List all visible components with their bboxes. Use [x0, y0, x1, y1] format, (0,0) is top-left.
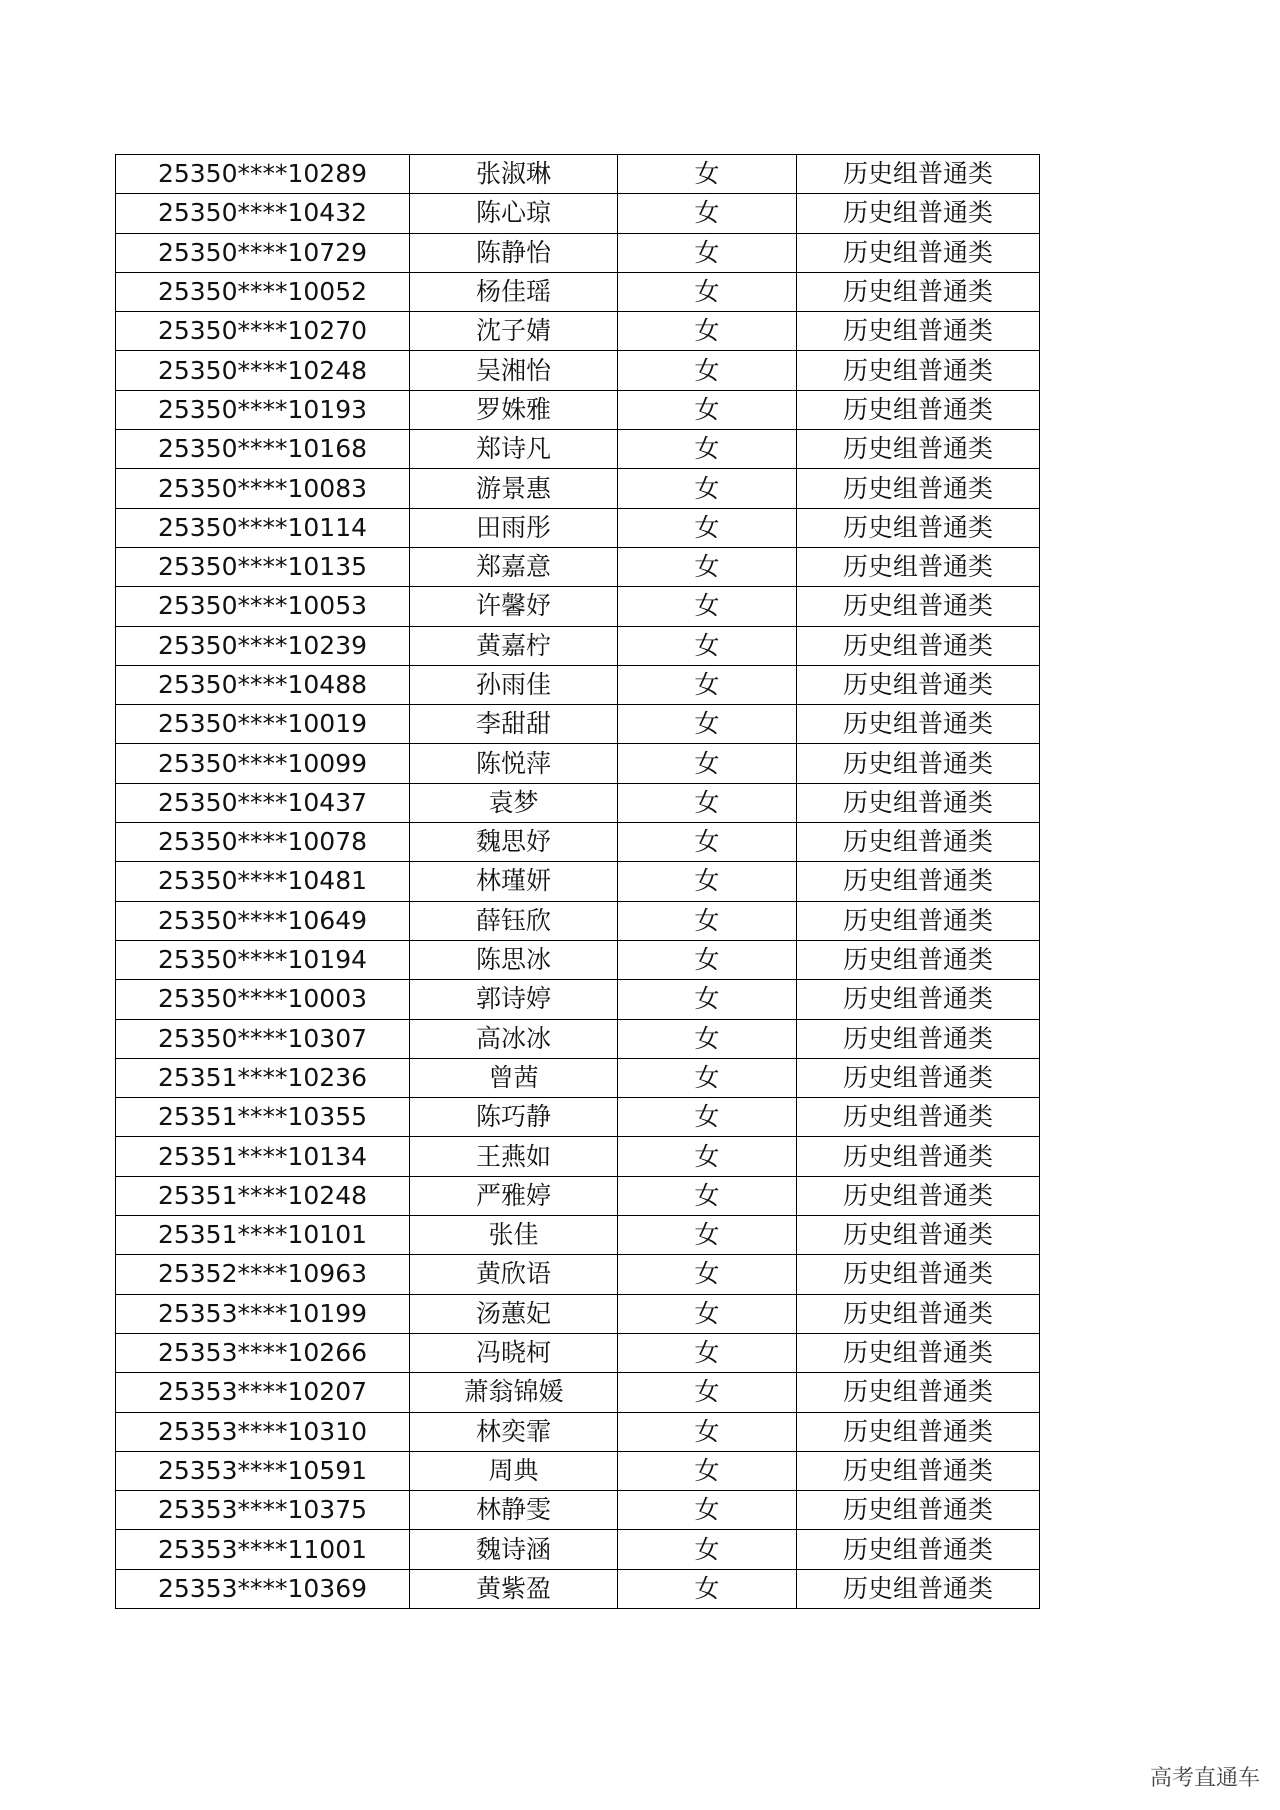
table-row	[116, 155, 1040, 194]
name-cell: 陈巧静	[410, 1098, 618, 1137]
table-row	[116, 272, 1040, 311]
category-cell: 历史组普通类	[797, 901, 1040, 940]
gender-cell: 女	[618, 783, 797, 822]
gender-cell: 女	[618, 1333, 797, 1372]
id-cell: 25350****10488	[116, 665, 410, 704]
name-cell: 沈子婧	[410, 312, 618, 351]
category-cell: 历史组普通类	[797, 547, 1040, 586]
name-cell: 李甜甜	[410, 705, 618, 744]
category-cell: 历史组普通类	[797, 940, 1040, 979]
name-cell: 郑诗凡	[410, 430, 618, 469]
id-cell: 25350****10289	[116, 155, 410, 194]
category-cell: 历史组普通类	[797, 508, 1040, 547]
category-cell: 历史组普通类	[797, 469, 1040, 508]
gender-cell: 女	[618, 862, 797, 901]
id-cell: 25350****10481	[116, 862, 410, 901]
name-cell: 林瑾妍	[410, 862, 618, 901]
name-cell: 魏思妤	[410, 823, 618, 862]
table-row	[116, 1569, 1040, 1608]
table-row	[116, 351, 1040, 390]
id-cell: 25353****10310	[116, 1412, 410, 1451]
category-cell: 历史组普通类	[797, 1137, 1040, 1176]
category-cell: 历史组普通类	[797, 705, 1040, 744]
name-cell: 林静雯	[410, 1491, 618, 1530]
table-row	[116, 744, 1040, 783]
name-cell: 周典	[410, 1451, 618, 1490]
id-cell: 25350****10239	[116, 626, 410, 665]
id-cell: 25353****10199	[116, 1294, 410, 1333]
name-cell: 高冰冰	[410, 1019, 618, 1058]
gender-cell: 女	[618, 233, 797, 272]
name-cell: 田雨彤	[410, 508, 618, 547]
gender-cell: 女	[618, 469, 797, 508]
category-cell: 历史组普通类	[797, 1019, 1040, 1058]
name-cell: 曾茜	[410, 1058, 618, 1097]
table-row	[116, 547, 1040, 586]
gender-cell: 女	[618, 390, 797, 429]
gender-cell: 女	[618, 351, 797, 390]
id-cell: 25353****10266	[116, 1333, 410, 1372]
table-row	[116, 1373, 1040, 1412]
category-cell: 历史组普通类	[797, 390, 1040, 429]
name-cell: 吴湘怡	[410, 351, 618, 390]
category-cell: 历史组普通类	[797, 430, 1040, 469]
id-cell: 25350****10135	[116, 547, 410, 586]
name-cell: 严雅婷	[410, 1176, 618, 1215]
table-row	[116, 587, 1040, 626]
category-cell: 历史组普通类	[797, 626, 1040, 665]
gender-cell: 女	[618, 1058, 797, 1097]
category-cell: 历史组普通类	[797, 1255, 1040, 1294]
category-cell: 历史组普通类	[797, 980, 1040, 1019]
gender-cell: 女	[618, 980, 797, 1019]
table-body	[116, 155, 1040, 1609]
id-cell: 25350****10194	[116, 940, 410, 979]
name-cell: 孙雨佳	[410, 665, 618, 704]
name-cell: 罗姝雅	[410, 390, 618, 429]
category-cell: 历史组普通类	[797, 351, 1040, 390]
id-cell: 25350****10168	[116, 430, 410, 469]
gender-cell: 女	[618, 155, 797, 194]
gender-cell: 女	[618, 508, 797, 547]
category-cell: 历史组普通类	[797, 744, 1040, 783]
watermark: 高考直通车	[1149, 1766, 1260, 1791]
table-row	[116, 430, 1040, 469]
table-row	[116, 1058, 1040, 1097]
table-row	[116, 823, 1040, 862]
table-row	[116, 1137, 1040, 1176]
table-row	[116, 1176, 1040, 1215]
name-cell: 王燕如	[410, 1137, 618, 1176]
name-cell: 张佳	[410, 1216, 618, 1255]
category-cell: 历史组普通类	[797, 1176, 1040, 1215]
table-row	[116, 1255, 1040, 1294]
gender-cell: 女	[618, 901, 797, 940]
category-cell: 历史组普通类	[797, 1569, 1040, 1608]
table-row	[116, 1530, 1040, 1569]
table-row	[116, 665, 1040, 704]
name-cell: 袁梦	[410, 783, 618, 822]
category-cell: 历史组普通类	[797, 233, 1040, 272]
name-cell: 张淑琳	[410, 155, 618, 194]
table-row	[116, 390, 1040, 429]
name-cell: 冯晓柯	[410, 1333, 618, 1372]
name-cell: 黄紫盈	[410, 1569, 618, 1608]
gender-cell: 女	[618, 1451, 797, 1490]
id-cell: 25353****10591	[116, 1451, 410, 1490]
id-cell: 25351****10236	[116, 1058, 410, 1097]
gender-cell: 女	[618, 1491, 797, 1530]
category-cell: 历史组普通类	[797, 1491, 1040, 1530]
id-cell: 25353****10207	[116, 1373, 410, 1412]
category-cell: 历史组普通类	[797, 272, 1040, 311]
id-cell: 25351****10101	[116, 1216, 410, 1255]
name-cell: 郑嘉意	[410, 547, 618, 586]
gender-cell: 女	[618, 1098, 797, 1137]
id-cell: 25350****10729	[116, 233, 410, 272]
gender-cell: 女	[618, 1137, 797, 1176]
table-row	[116, 1333, 1040, 1372]
gender-cell: 女	[618, 626, 797, 665]
category-cell: 历史组普通类	[797, 1216, 1040, 1255]
gender-cell: 女	[618, 272, 797, 311]
name-cell: 魏诗涵	[410, 1530, 618, 1569]
category-cell: 历史组普通类	[797, 1294, 1040, 1333]
table-row	[116, 1294, 1040, 1333]
id-cell: 25350****10078	[116, 823, 410, 862]
name-cell: 汤蕙妃	[410, 1294, 618, 1333]
gender-cell: 女	[618, 1216, 797, 1255]
table-row	[116, 1412, 1040, 1451]
id-cell: 25350****10099	[116, 744, 410, 783]
gender-cell: 女	[618, 705, 797, 744]
category-cell: 历史组普通类	[797, 1451, 1040, 1490]
id-cell: 25350****10432	[116, 194, 410, 233]
category-cell: 历史组普通类	[797, 312, 1040, 351]
id-cell: 25350****10270	[116, 312, 410, 351]
table-row	[116, 626, 1040, 665]
id-cell: 25352****10963	[116, 1255, 410, 1294]
category-cell: 历史组普通类	[797, 1373, 1040, 1412]
gender-cell: 女	[618, 940, 797, 979]
table-row	[116, 1216, 1040, 1255]
gender-cell: 女	[618, 665, 797, 704]
name-cell: 萧翁锦媛	[410, 1373, 618, 1412]
id-cell: 25350****10307	[116, 1019, 410, 1058]
table-row	[116, 1491, 1040, 1530]
id-cell: 25351****10355	[116, 1098, 410, 1137]
gender-cell: 女	[618, 1530, 797, 1569]
id-cell: 25350****10193	[116, 390, 410, 429]
table-row	[116, 980, 1040, 1019]
category-cell: 历史组普通类	[797, 1530, 1040, 1569]
table-row	[116, 1451, 1040, 1490]
gender-cell: 女	[618, 430, 797, 469]
table-row	[116, 233, 1040, 272]
id-cell: 25350****10437	[116, 783, 410, 822]
gender-cell: 女	[618, 744, 797, 783]
table-row	[116, 705, 1040, 744]
category-cell: 历史组普通类	[797, 665, 1040, 704]
category-cell: 历史组普通类	[797, 587, 1040, 626]
id-cell: 25353****10375	[116, 1491, 410, 1530]
table-row	[116, 508, 1040, 547]
gender-cell: 女	[618, 1176, 797, 1215]
gender-cell: 女	[618, 823, 797, 862]
id-cell: 25351****10248	[116, 1176, 410, 1215]
id-cell: 25350****10083	[116, 469, 410, 508]
table-row	[116, 862, 1040, 901]
table-row	[116, 940, 1040, 979]
id-cell: 25350****10052	[116, 272, 410, 311]
gender-cell: 女	[618, 587, 797, 626]
category-cell: 历史组普通类	[797, 862, 1040, 901]
category-cell: 历史组普通类	[797, 1333, 1040, 1372]
name-cell: 陈静怡	[410, 233, 618, 272]
category-cell: 历史组普通类	[797, 783, 1040, 822]
gender-cell: 女	[618, 194, 797, 233]
category-cell: 历史组普通类	[797, 155, 1040, 194]
name-list-table	[115, 154, 1040, 1609]
id-cell: 25350****10003	[116, 980, 410, 1019]
category-cell: 历史组普通类	[797, 1058, 1040, 1097]
table-row	[116, 469, 1040, 508]
id-cell: 25353****10369	[116, 1569, 410, 1608]
name-cell: 林奕霏	[410, 1412, 618, 1451]
gender-cell: 女	[618, 1412, 797, 1451]
table-row	[116, 1019, 1040, 1058]
table-row	[116, 1098, 1040, 1137]
gender-cell: 女	[618, 1019, 797, 1058]
category-cell: 历史组普通类	[797, 1412, 1040, 1451]
gender-cell: 女	[618, 1373, 797, 1412]
table-row	[116, 194, 1040, 233]
id-cell: 25350****10649	[116, 901, 410, 940]
gender-cell: 女	[618, 1294, 797, 1333]
id-cell: 25351****10134	[116, 1137, 410, 1176]
name-cell: 游景惠	[410, 469, 618, 508]
table-row	[116, 783, 1040, 822]
name-cell: 郭诗婷	[410, 980, 618, 1019]
name-cell: 黄欣语	[410, 1255, 618, 1294]
category-cell: 历史组普通类	[797, 823, 1040, 862]
table-row	[116, 901, 1040, 940]
category-cell: 历史组普通类	[797, 1098, 1040, 1137]
name-cell: 杨佳瑶	[410, 272, 618, 311]
category-cell: 历史组普通类	[797, 194, 1040, 233]
name-cell: 陈心琼	[410, 194, 618, 233]
name-cell: 薛钰欣	[410, 901, 618, 940]
name-cell: 陈悦萍	[410, 744, 618, 783]
id-cell: 25350****10114	[116, 508, 410, 547]
table-row	[116, 312, 1040, 351]
id-cell: 25350****10019	[116, 705, 410, 744]
name-cell: 许馨妤	[410, 587, 618, 626]
gender-cell: 女	[618, 1255, 797, 1294]
id-cell: 25350****10053	[116, 587, 410, 626]
gender-cell: 女	[618, 1569, 797, 1608]
id-cell: 25350****10248	[116, 351, 410, 390]
name-cell: 陈思冰	[410, 940, 618, 979]
name-cell: 黄嘉柠	[410, 626, 618, 665]
id-cell: 25353****11001	[116, 1530, 410, 1569]
gender-cell: 女	[618, 312, 797, 351]
gender-cell: 女	[618, 547, 797, 586]
